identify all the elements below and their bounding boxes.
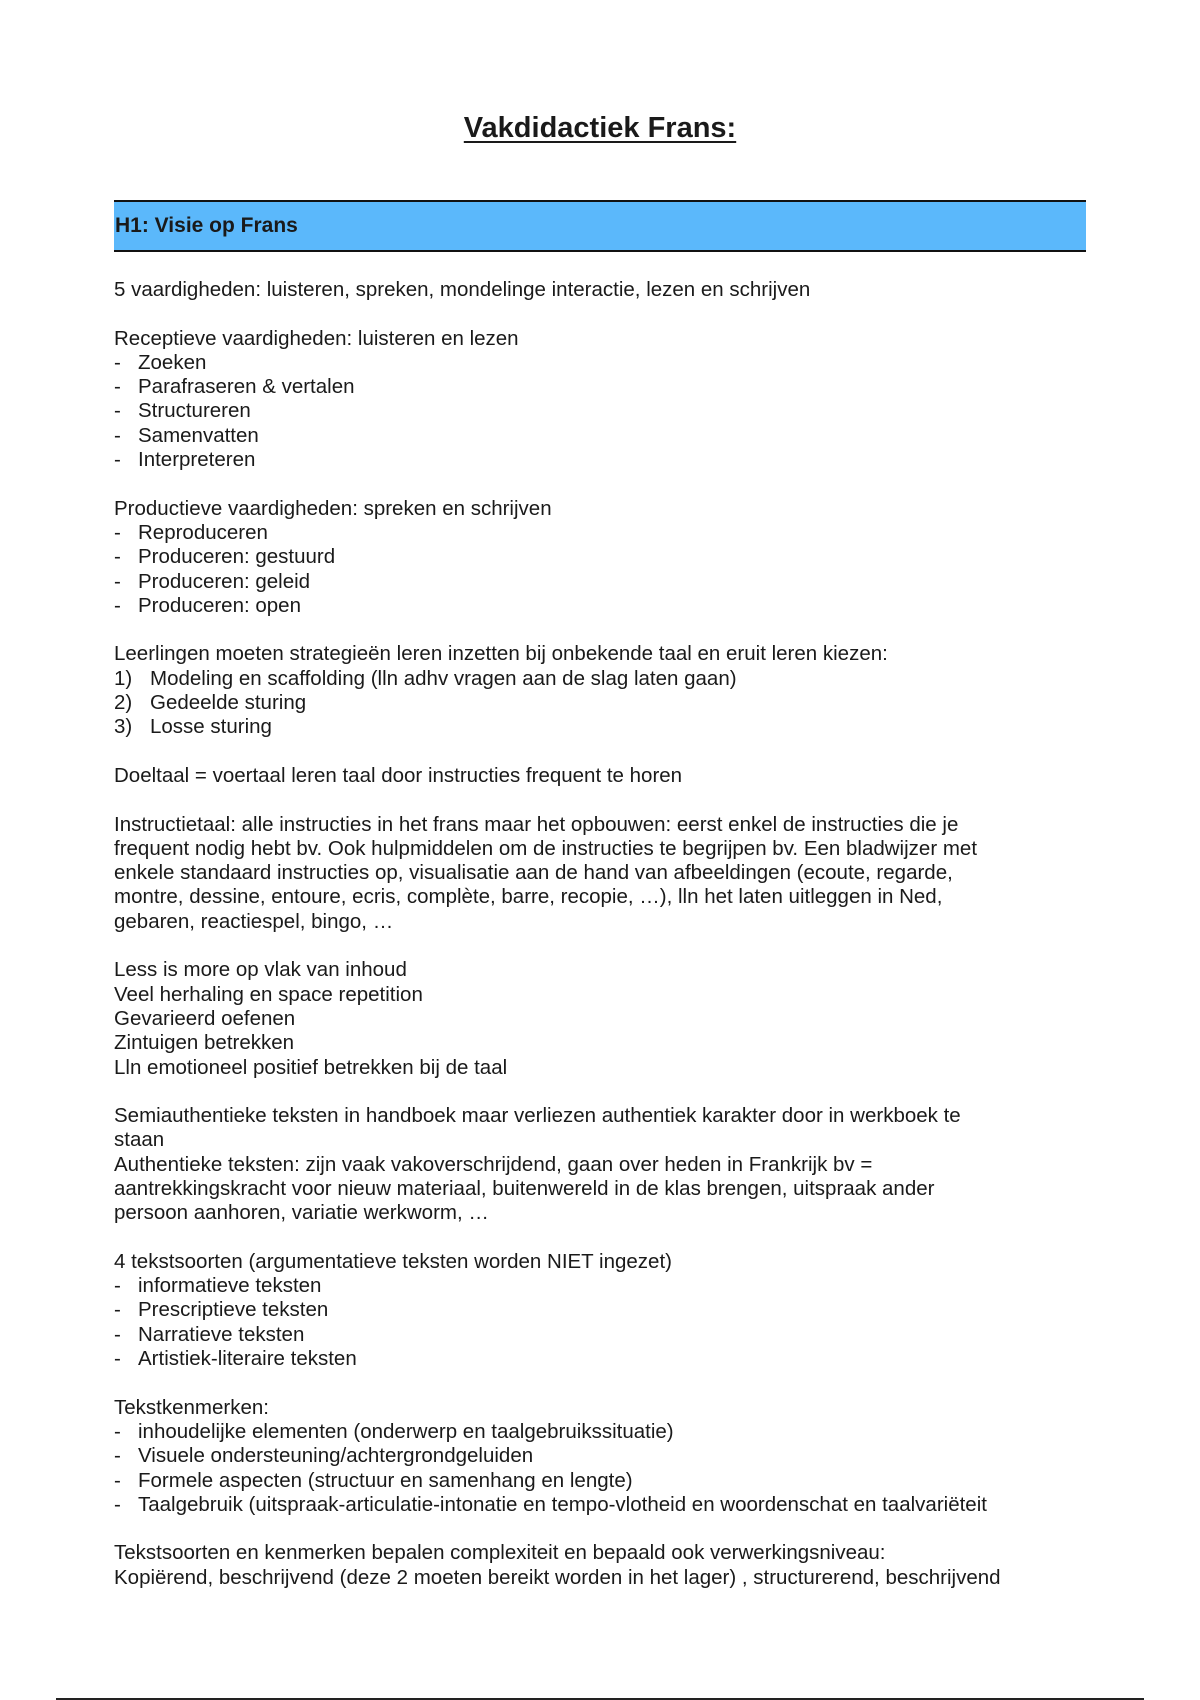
paragraph-receptief: Receptieve vaardigheden: luisteren en lezen - Zoeken - Parafraseren & vertalen - Structureren - Samenvatten - Interpreteren [114,327,1094,473]
list-bullet: - [114,1468,121,1492]
list-item [114,1323,1094,1347]
list-bullet: - [114,1347,121,1371]
text-line: Authentieke teksten: zijn vaak vakoverschrijdend, gaan over heden in Frankrijk bv = [114,1152,873,1176]
list-item [114,1444,1094,1468]
list-item-text: Visuele ondersteuning/achtergrondgeluiden [138,1444,534,1468]
document-body [114,278,1094,1614]
list-bullet: - [114,545,121,569]
list-item-text: Samenvatten [138,423,259,447]
list-bullet: - [114,375,121,399]
list-item [114,1469,1094,1493]
list-bullet: - [114,593,121,617]
paragraph-tekstsoorten: 4 tekstsoorten (argumentatieve teksten worden NIET ingezet) - informatieve teksten - Prescriptieve teksten - Narratieve teksten - Artistiek-literaire teksten [114,1250,1094,1371]
list-item-text: Structureren [138,399,251,423]
list-item-text: Artistiek-literaire teksten [138,1347,357,1371]
list-item-text: Modeling en scaffolding (lln adhv vragen aan de slag laten gaan) [150,666,737,690]
paragraph-strategie: Leerlingen moeten strategieën leren inzetten bij onbekende taal en eruit leren kiezen: 1) Modeling en scaffolding (lln adhv vragen aan de slag laten gaan) 2) Gedeelde sturing 3) Losse sturing [114,642,1094,739]
list-bullet: - [114,1322,121,1346]
list-item-text: Parafraseren & vertalen [138,375,355,399]
page-title: Vakdidactiek Frans: [463,112,737,144]
list-item-text: Produceren: gestuurd [138,545,336,569]
list-item [114,351,1094,375]
list-item [114,1493,1094,1517]
list-bullet: - [114,1274,121,1298]
list-bullet: - [114,569,121,593]
list-item-text: Reproduceren [138,520,268,544]
list-item [114,399,1094,423]
list-item-text: Prescriptieve teksten [138,1298,329,1322]
list-item [114,691,1094,715]
text-line: Lln emotioneel positief betrekken bij de taal [114,1055,508,1079]
list-bullet: - [114,1298,121,1322]
text-line: Gevarieerd oefenen [114,1006,296,1030]
list-item [114,448,1094,472]
paragraph-instructietaal [114,813,1094,934]
list-item-text: Narratieve teksten [138,1322,305,1346]
paragraph-kenmerken: Tekstkenmerken: - inhoudelijke elementen (onderwerp en taalgebruikssituatie) - Visuele ondersteuning/achtergrondgeluiden - Formele aspecten (structuur en samenhang en lengte) - Taalgebruik (uitspraak-articulatie-intonatie en tempo-vlotheid en woordenschat en taalvariëteit [114,1396,1094,1517]
text-line: Tekstsoorten en kenmerken bepalen complexiteit en bepaald ook verwerkingsniveau: [114,1541,886,1565]
list-item [114,1298,1094,1322]
list-item-text: inhoudelijke elementen (onderwerp en taalgebruikssituatie) [138,1419,674,1443]
text-line: aantrekkingskracht voor nieuw materiaal, buitenwereld in de klas brengen, uitspraak ander [114,1176,935,1200]
bullet-list [114,521,1094,618]
list-item [114,715,1094,739]
text-line: staan [114,1128,165,1152]
list-bullet: - [114,1444,121,1468]
paragraph-slot [114,1541,1094,1590]
list-item-text: Zoeken [138,350,207,374]
list-item [114,375,1094,399]
list-item-text: Gedeelde sturing [150,691,307,715]
text-line: Zintuigen betrekken [114,1031,295,1055]
text-line: Veel herhaling en space repetition [114,982,423,1006]
list-bullet: - [114,423,121,447]
list-item-text: Formele aspecten (structuur en samenhang en lengte) [138,1468,633,1492]
list-item [114,521,1094,545]
list-item [114,1420,1094,1444]
list-item [114,424,1094,448]
numbered-list [114,667,1094,740]
list-item-text: Produceren: open [138,593,301,617]
list-bullet: - [114,1492,121,1516]
bullet-list [114,1420,1094,1517]
list-bullet: - [114,1419,121,1443]
list-bullet: - [114,520,121,544]
list-item-text: Interpreteren [138,448,256,472]
list-bullet: - [114,448,121,472]
list-item [114,545,1094,569]
list-number: 3) [114,715,133,739]
list-bullet: - [114,350,121,374]
list-item-text: Taalgebruik (uitspraak-articulatie-intonatie en tempo-vlotheid en woordenschat en taalvariëteit [138,1492,987,1516]
bullet-list [114,1274,1094,1371]
list-item [114,570,1094,594]
list-number: 2) [114,691,133,715]
list-item-text: informatieve teksten [138,1274,322,1298]
text-line: Instructietaal: alle instructies in het frans maar het opbouwen: eerst enkel de instructies die je [114,812,959,836]
list-item [114,1274,1094,1298]
section-heading-bar [114,200,1086,252]
section-heading: H1: Visie op Frans [115,214,298,237]
text-line: Less is more op vlak van inhoud [114,958,407,982]
text-line: Kopiërend, beschrijvend (deze 2 moeten bereikt worden in het lager) , structurerend, beschrijvend [114,1565,1001,1589]
text-line: Semiauthentieke teksten in handboek maar verliezen authentiek karakter door in werkboek te [114,1104,961,1128]
list-bullet: - [114,399,121,423]
text-line: gebaren, reactiespel, bingo, … [114,909,394,933]
paragraph-principes [114,958,1094,1079]
list-item [114,594,1094,618]
paragraph-vaardigheden: 5 vaardigheden: luisteren, spreken, mondelinge interactie, lezen en schrijven [114,278,811,301]
text-line: montre, dessine, entoure, ecris, complète, barre, recopie, …), lln het laten uitleggen in Ned, [114,885,943,909]
text-line: persoon aanhoren, variatie werkworm, … [114,1201,489,1225]
text-line: frequent nodig hebt bv. Ook hulpmiddelen om de instructies te begrijpen bv. Een bladwijzer met [114,836,978,860]
text-line: enkele standaard instructies op, visualisatie aan de hand van afbeeldingen (ecoute, regarde, [114,861,953,885]
list-item-text: Produceren: geleid [138,569,311,593]
paragraph-teksten [114,1104,1094,1225]
list-item [114,667,1094,691]
paragraph-doeltaal: Doeltaal = voertaal leren taal door instructies frequent te horen [114,763,683,787]
paragraph-productief: Productieve vaardigheden: spreken en schrijven - Reproduceren - Produceren: gestuurd - Produceren: geleid - Produceren: open [114,497,1094,618]
bullet-list [114,351,1094,472]
list-item-text: Losse sturing [150,715,272,739]
list-item [114,1347,1094,1371]
list-number: 1) [114,666,133,690]
